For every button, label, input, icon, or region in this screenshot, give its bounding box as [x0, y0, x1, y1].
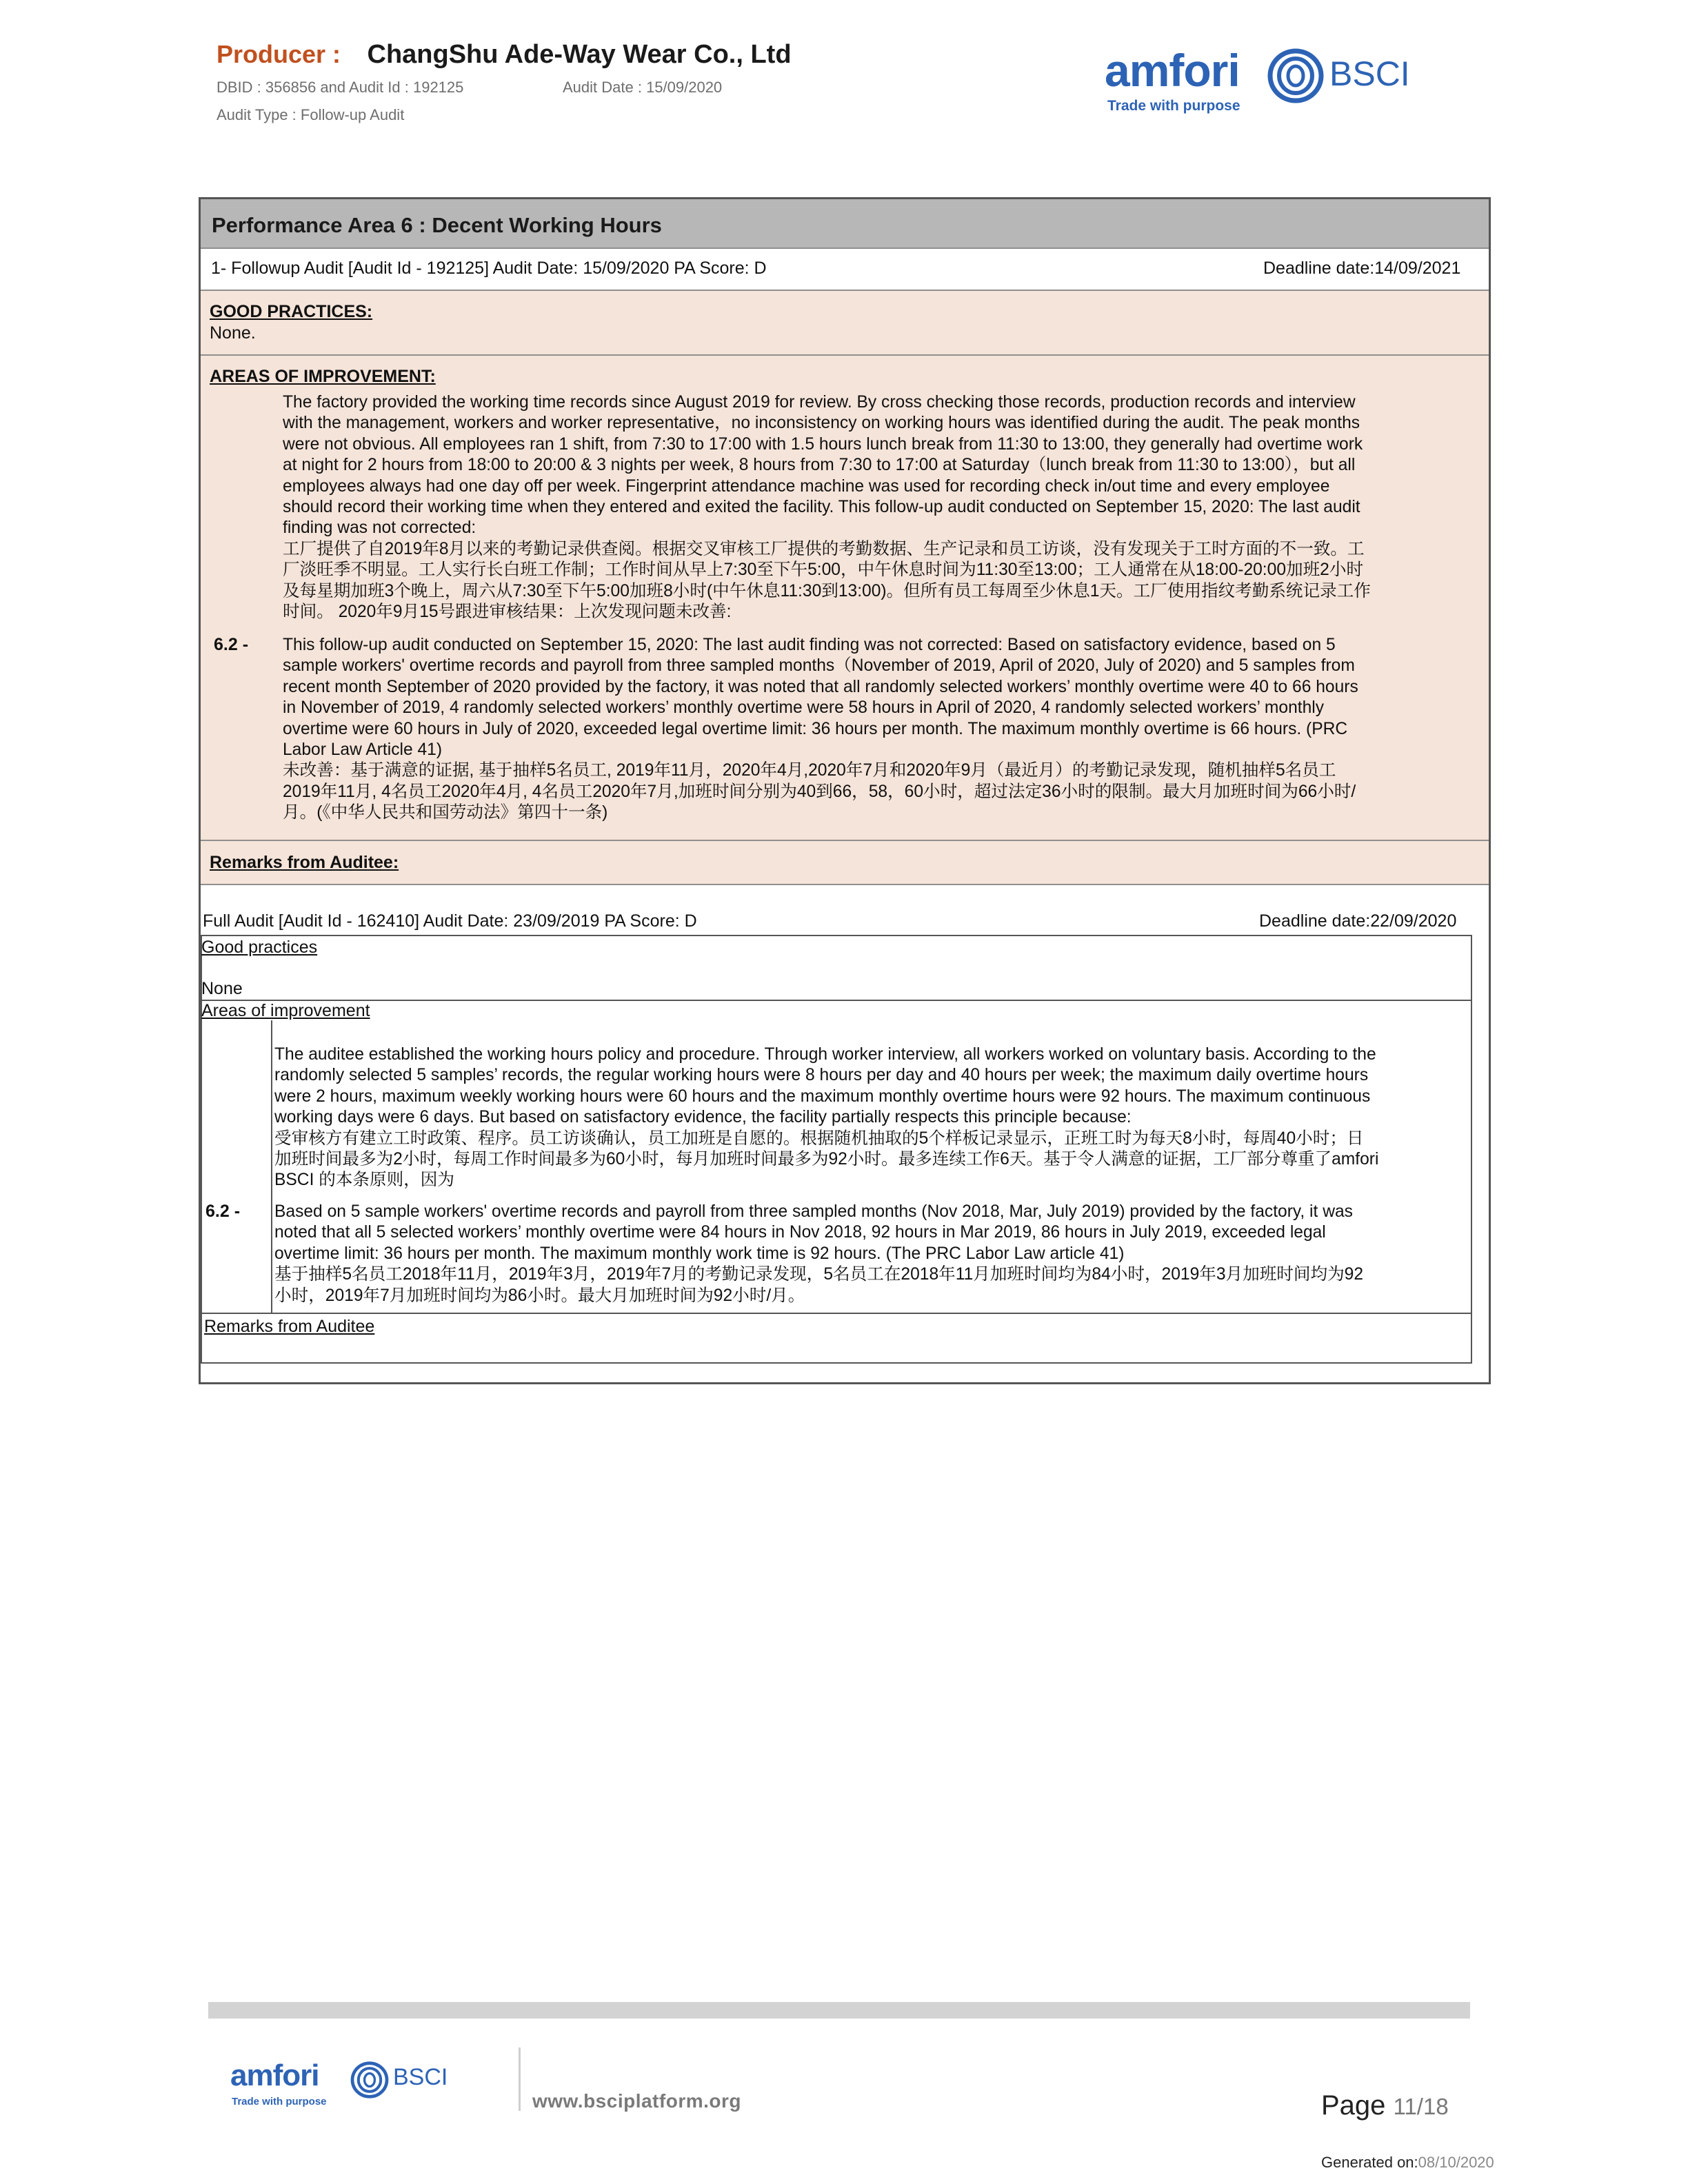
- followup-areas-label: AREAS OF IMPROVEMENT:: [210, 367, 436, 386]
- followup-deadline: Deadline date:14/09/2021: [1263, 259, 1461, 278]
- website-link[interactable]: www.bsciplatform.org: [532, 2090, 741, 2112]
- producer-label: Producer :: [217, 40, 341, 68]
- footer-logo-tagline: Trade with purpose: [232, 2096, 327, 2107]
- amfori-bsci-logo: [1105, 44, 1408, 120]
- full-good-practices-label: Good practices: [201, 938, 318, 957]
- generated-on: [1321, 2154, 1494, 2172]
- dbid-line: DBID : 356856 and Audit Id : 192125: [217, 79, 464, 96]
- text-line: working days were 6 days. But based on satisfactory evidence, the facility partially respects this principle because:: [274, 1108, 1132, 1127]
- text-line: 加班时间最多为2小时，每周工作时间最多为60小时，每月加班时间最多为92小时。最多连续工作6天。基于令人满意的证据，工厂部分尊重了amfori: [274, 1150, 1379, 1169]
- text-line: in November of 2019, 4 randomly selected workers’ monthly overtime were 58 hours in April of 2020, 4 randomly selected workers’ monthly: [283, 698, 1325, 718]
- text-line: The auditee established the working hours policy and procedure. Through worker interview, all workers worked on voluntary basis. According to the: [274, 1045, 1376, 1064]
- full-item-paragraph: [274, 1202, 1469, 1306]
- full-areas-label: Areas of improvement: [201, 1001, 370, 1020]
- text-line: 及每星期加班3个晚上，周六从7:30至下午5:00加班8小时(中午休息11:30到13:00)。但所有员工每周至少休息1天。工厂使用指纹考勤系统记录工作: [283, 581, 1371, 600]
- footer-amfori-logo: [230, 2059, 458, 2114]
- footer-logo-word: amfori: [230, 2059, 319, 2092]
- text-line: 基于抽样5名员工2018年11月，2019年3月，2019年7月的考勤记录发现，5名员工在2018年11月加班时间均为84小时，2019年3月加班时间均为92: [274, 1265, 1364, 1284]
- text-line: BSCI 的本条原则，因为: [274, 1171, 454, 1190]
- full-intro-paragraph: [274, 1044, 1469, 1191]
- text-line: recent month September of 2020 provided by the factory, it was noted that all randomly selected workers’ monthly overtime were 40 to 66 hours: [283, 677, 1358, 696]
- text-line: were 2 hours, maximum weekly working hours were 60 hours and the maximum monthly overtime hours were 92 hours. The maximum continuous: [274, 1086, 1371, 1106]
- text-line: overtime were 60 hours in July of 2020, exceeded legal overtime limit: 36 hours per month. The maximum monthly overtime is 66 hours. (PRC: [283, 719, 1348, 738]
- logo-bsci: BSCI: [1329, 54, 1410, 93]
- text-line: 受审核方有建立工时政策、程序。员工访谈确认，员工加班是自愿的。根据随机抽取的5个样板记录显示，正班工时为每天8小时，每周40小时；日: [274, 1129, 1364, 1148]
- text-line: noted that all 5 selected workers’ monthly overtime were 84 hours in Nov 2018, 92 hours in Mar 2019, 86 hours in July 2019, exceeded legal: [274, 1223, 1326, 1242]
- text-line: were not obvious. All employees ran 1 shift, from 7:30 to 17:00 with 1.5 hours lunch break from 11:30 to 13:00, they generally had overtime work: [283, 434, 1363, 454]
- followup-intro-paragraph: [283, 392, 1483, 623]
- text-line: finding was not corrected:: [283, 518, 476, 538]
- section-title: Performance Area 6 : Decent Working Hours: [212, 213, 662, 237]
- footer-bar: [208, 2002, 1470, 2019]
- amfori-ring-icon: [1267, 48, 1324, 103]
- full-audit-deadline: Deadline date:22/09/2020: [1259, 911, 1457, 931]
- full-areas-number-column: [201, 1020, 272, 1314]
- text-line: Labor Law Article 41): [283, 740, 443, 760]
- text-line: at night for 2 hours from 18:00 to 20:00 & 3 nights per week, 8 hours from 7:30 to 17:00 at Saturday（lunch break from 11:30 to 13:00），but all: [283, 456, 1356, 475]
- text-line: Based on 5 sample workers' overtime records and payroll from three sampled months (Nov 2018, Mar, July 2019) provided by the factory, it was: [274, 1202, 1353, 1221]
- text-line: 厂淡旺季不明显。工人实行长白班工作制；工作时间从早上7:30至下午5:00，中午休息时间为11:30至13:00；工人通常在从18:00-20:00加班2小时: [283, 560, 1364, 580]
- followup-good-practices-block: [201, 291, 1489, 354]
- text-line: 小时，2019年7月加班时间均为86小时。最大月加班时间为92小时/月。: [274, 1286, 805, 1305]
- footer-ring-icon: [350, 2061, 389, 2099]
- text-line: This follow-up audit conducted on September 15, 2020: The last audit finding was not corrected: Based on satisfactory evidence, based on 5: [283, 636, 1336, 654]
- followup-good-practices-label: GOOD PRACTICES:: [210, 302, 373, 321]
- section-header: [201, 199, 1489, 249]
- generated-date: 08/10/2020: [1418, 2154, 1494, 2171]
- audit-date: Audit Date : 15/09/2020: [563, 79, 723, 96]
- full-remarks-box: [201, 1313, 1472, 1364]
- full-good-practices-box: [201, 935, 1472, 1001]
- text-line: 未改善：基于满意的证据, 基于抽样5名员工, 2019年11月，2020年4月,2020年7月和2020年9月（最近月）的考勤记录发现，随机抽样5名员工: [283, 761, 1336, 780]
- page-label: Page: [1321, 2090, 1386, 2121]
- followup-item-number: 6.2 -: [214, 635, 249, 654]
- text-line: 2019年11月, 4名员工2020年4月, 4名员工2020年7月,加班时间分别为40到66，58，60小时，超过法定36小时的限制。最大月加班时间为66小时/: [283, 782, 1356, 801]
- text-line: overtime limit: 36 hours per month. The maximum monthly work time is 92 hours. (The PRC Labor Law article 41): [274, 1244, 1125, 1263]
- text-line: 月。(《中华人民共和国劳动法》第四十一条): [283, 803, 608, 822]
- text-line: 时间。 2020年9月15号跟进审核结果：上次发现问题未改善:: [283, 603, 732, 622]
- logo-tagline: Trade with purpose: [1107, 98, 1240, 114]
- text-line: The factory provided the working time records since August 2019 for review. By cross checking those records, production records and interview: [283, 393, 1356, 412]
- producer-name: ChangShu Ade-Way Wear Co., Ltd: [367, 40, 792, 69]
- text-line: with the management, workers and worker representative，no inconsistency on working hours was identified during the audit. The peak months: [283, 414, 1360, 433]
- audit-type: Audit Type : Follow-up Audit: [217, 106, 405, 123]
- footer-logo-bsci: BSCI: [393, 2064, 448, 2090]
- generated-label: Generated on:: [1321, 2154, 1418, 2171]
- text-line: randomly selected 5 samples’ records, the regular working hours were 8 hours per day and 40 hours per week; the maximum daily overtime hours: [274, 1066, 1369, 1085]
- followup-remarks-label: Remarks from Auditee:: [210, 853, 399, 872]
- footer-divider: [519, 2048, 521, 2111]
- followup-good-practices-text: None.: [210, 323, 256, 343]
- text-line: 工厂提供了自2019年8月以来的考勤记录供查阅。根据交叉审核工厂提供的考勤数据、生产记录和员工访谈，没有发现关于工时方面的不一致。工: [283, 539, 1365, 558]
- text-line: sample workers' overtime records and payroll from three sampled months（November of 2019, April of 2020, July of 2020) and 5 samples from: [283, 656, 1355, 676]
- full-audit-line: Full Audit [Audit Id - 162410] Audit Date: 23/09/2019 PA Score: D: [203, 911, 697, 931]
- full-good-practices-text: None: [201, 979, 243, 998]
- logo-word: amfori: [1105, 45, 1240, 96]
- followup-audit-line: 1- Followup Audit [Audit Id - 192125] Audit Date: 15/09/2020 PA Score: D: [211, 259, 767, 278]
- full-remarks-label: Remarks from Auditee: [204, 1317, 375, 1336]
- text-line: should record their working time when they entered and exited the facility. This follow-up audit conducted on September 15, 2020: The last audit: [283, 498, 1360, 517]
- page-indicator: [1321, 2090, 1449, 2121]
- page-number: 11/18: [1393, 2094, 1449, 2119]
- text-line: employees always had one day off per week. Fingerprint attendance machine was used for recording check in/out time and every employee: [283, 476, 1330, 496]
- producer-line: [217, 40, 792, 70]
- followup-item-paragraph: [283, 635, 1483, 824]
- full-item-number: 6.2 -: [205, 1202, 241, 1221]
